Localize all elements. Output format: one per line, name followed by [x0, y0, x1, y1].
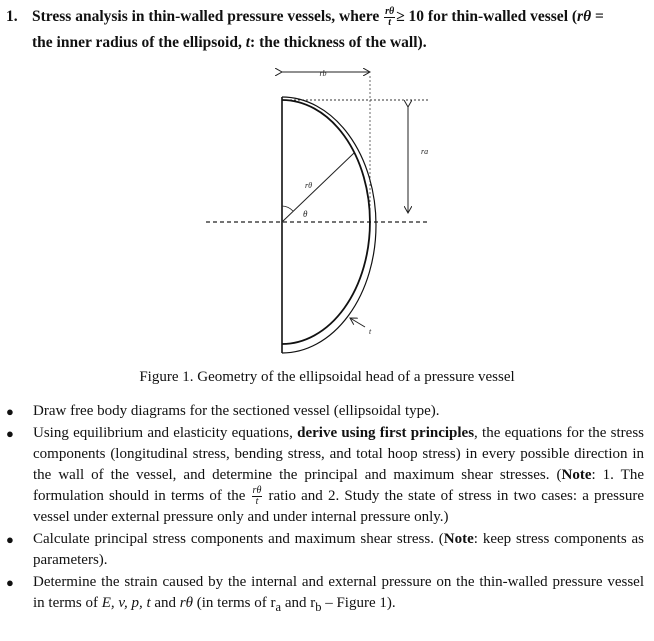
- question-text-a: Stress analysis in thin-walled pressure vessels, where: [32, 8, 384, 25]
- r-theta-line: [282, 153, 354, 222]
- inline-fraction-denominator: t: [255, 496, 259, 508]
- bullet-4-text-c: and r: [281, 595, 316, 612]
- bullet-2-bold: derive using first principles: [297, 425, 475, 441]
- bullet-2-text-b: , the equations for the stress components (longitudinal stress, bending stress, and total hoop stress) in every possible direction in the wall of the vessel, and determine the principal and maximum shear stresses. (: [33, 425, 645, 483]
- bullet-4-and: and: [150, 595, 180, 612]
- bullet-4-text-d: – Figure 1).: [321, 595, 396, 612]
- bullet-1-text: Draw free body diagrams for the sectioned vessel (ellipsoidal type).: [33, 403, 440, 419]
- bullet-4-vars: E, v, p, t: [101, 595, 151, 612]
- bullet-dot-icon: ●: [6, 575, 14, 591]
- figure-caption: Figure 1. Geometry of the ellipsoidal head of a pressure vessel: [139, 369, 515, 385]
- thickness-label: t: [369, 327, 372, 336]
- bullet-2-text-a: Using equilibrium and elasticity equations,: [33, 425, 298, 441]
- question-text-b: ≥ 10 for thin-walled vessel (: [396, 8, 578, 25]
- bullet-item: [0, 423, 654, 528]
- rb-label: rb: [319, 69, 327, 78]
- bullet-4-r-theta: rθ: [179, 595, 194, 612]
- bullet-3-note: Note: [443, 531, 474, 548]
- fraction-numerator: rθ: [385, 5, 395, 17]
- bullet-dot-icon: ●: [6, 532, 14, 548]
- bullet-item: [0, 529, 654, 571]
- inline-fraction-numerator: rθ: [252, 485, 262, 497]
- r-theta-symbol: rθ: [577, 8, 592, 25]
- ra-label: ra: [421, 147, 429, 156]
- bullet-4-text-a: Determine the strain caused by the internal and external pressure on the thin-walled pressure vessel in terms of: [33, 574, 644, 612]
- t-symbol: t: [245, 34, 251, 51]
- fraction-denominator: t: [388, 16, 392, 28]
- question-number: 1.: [6, 8, 18, 25]
- bullet-item: [0, 401, 654, 422]
- bullet-list: [0, 401, 654, 619]
- bullet-item: [0, 572, 654, 618]
- question-line2-a: the inner radius of the ellipsoid,: [32, 34, 246, 51]
- bullet-2-note: Note: [561, 467, 592, 483]
- theta-arc: [282, 206, 293, 211]
- bullet-3-text-a: Calculate principal stress components and maximum shear stress. (: [33, 531, 444, 548]
- ratio-fraction-inline: [252, 486, 263, 507]
- bullet-3-text-b: : keep stress components as parameters).: [33, 531, 644, 569]
- theta-label: θ: [303, 209, 308, 219]
- question-text-c: =: [591, 8, 604, 25]
- bullet-4-text-b: (in terms of r: [193, 595, 276, 612]
- question-line2-b: : the thickness of the wall).: [250, 34, 427, 51]
- bullet-dot-icon: ●: [6, 426, 14, 441]
- bullet-2-text-d: ratio and 2. Study the state of stress in two cases: a pressure vessel under external pressure only and under internal pressure only.): [33, 488, 644, 526]
- bullet-4-sub-a: a: [275, 600, 282, 615]
- bullet-2-text-c: : 1. The formulation should in terms of the: [33, 467, 644, 504]
- ellipsoid-outer-wall: [282, 97, 376, 353]
- bullet-4-sub-b: b: [315, 600, 322, 615]
- bullet-dot-icon: ●: [6, 404, 14, 419]
- r-theta-label: rθ: [305, 181, 313, 190]
- thickness-arrow: [350, 318, 365, 327]
